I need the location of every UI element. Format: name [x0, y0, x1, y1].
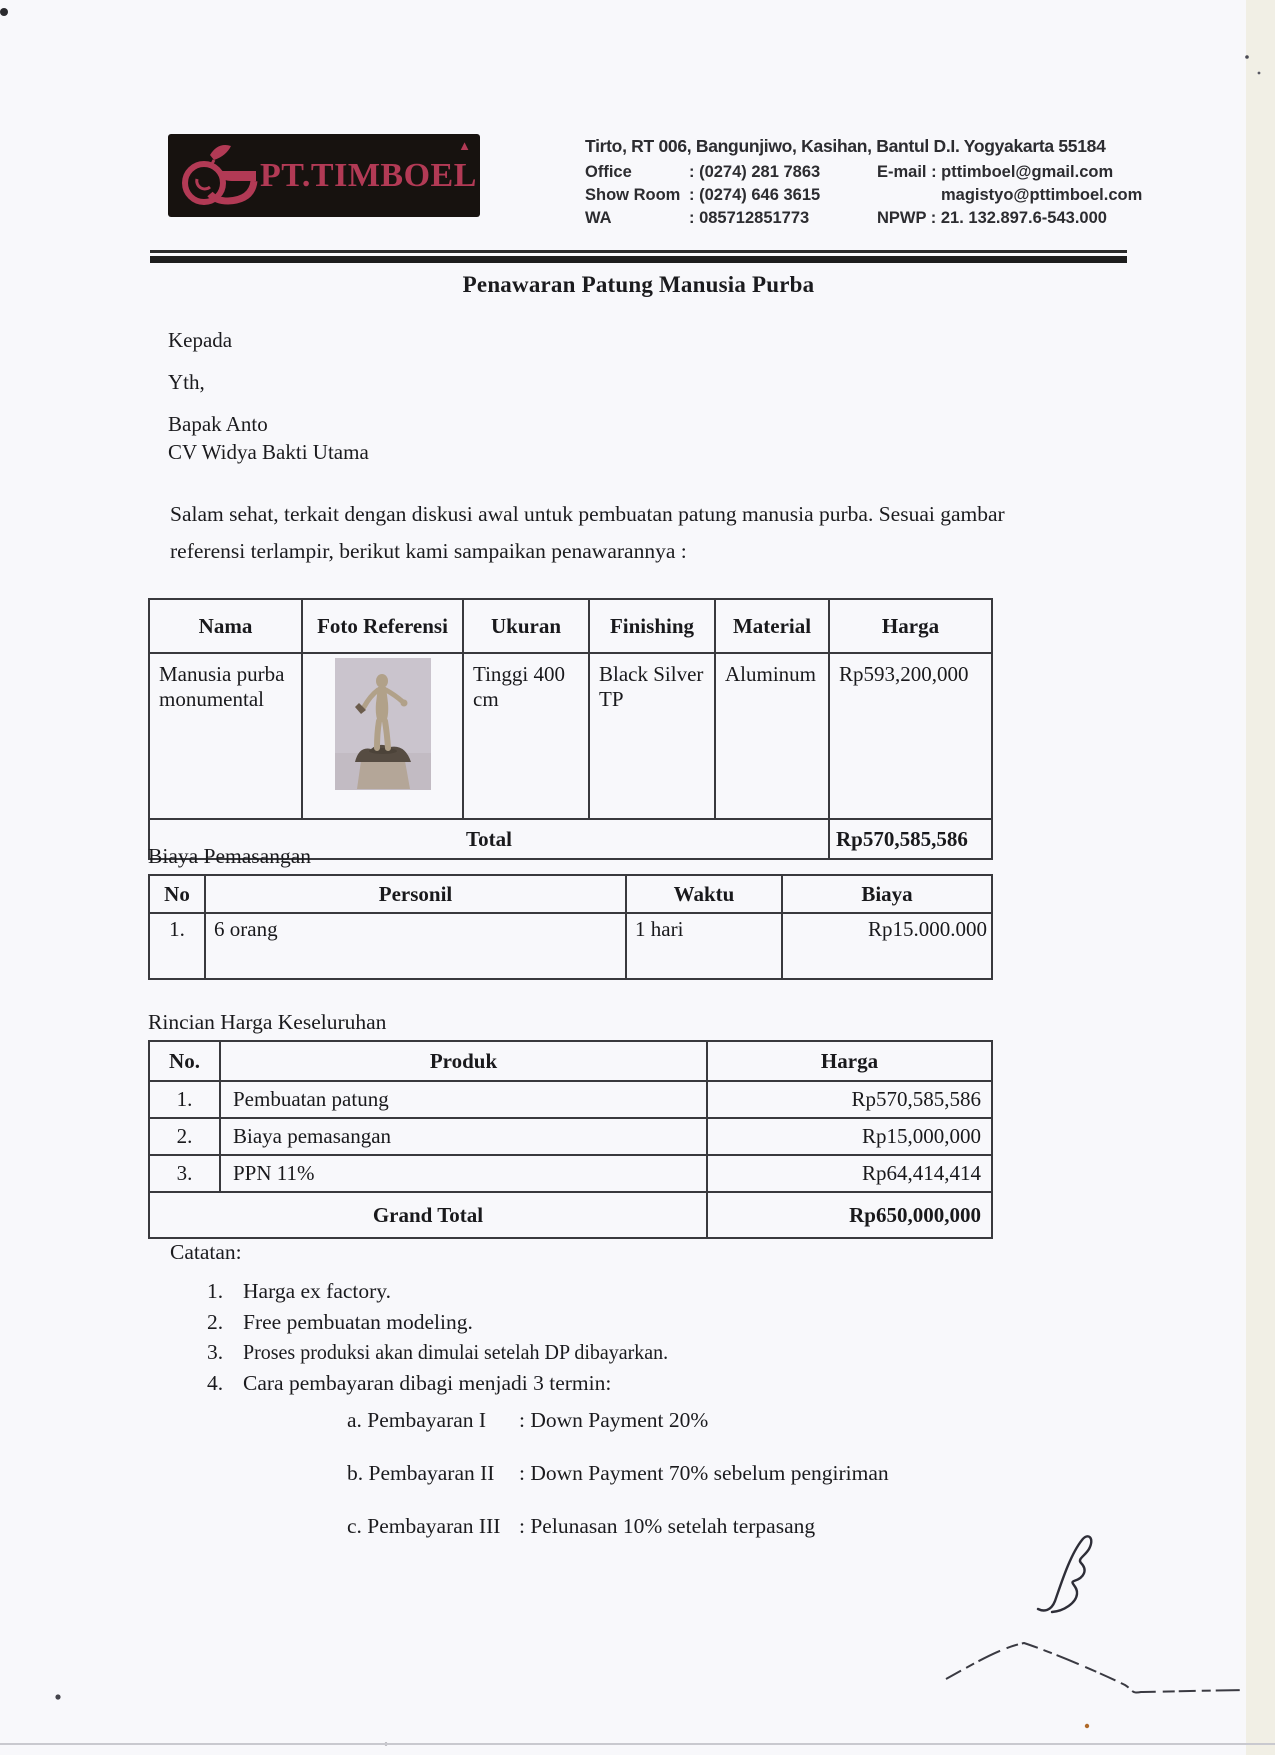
- cell-biaya: Rp15.000.000: [782, 913, 992, 979]
- cell-harga: Rp15,000,000: [707, 1118, 992, 1155]
- header-foto-referensi: Foto Referensi: [302, 599, 463, 653]
- note-text: Proses produksi akan dimulai setelah DP dibayarkan.: [243, 1340, 669, 1364]
- scan-edge-strip: [1246, 0, 1275, 1755]
- scan-speck: [1085, 1724, 1089, 1728]
- recipient-name: Bapak Anto: [168, 412, 268, 436]
- payment-term-1: [347, 1408, 889, 1432]
- recipient-kepada: Kepada: [168, 328, 233, 352]
- document-title: Penawaran Patung Manusia Purba: [462, 272, 815, 297]
- payment-term-3: [347, 1514, 889, 1538]
- term-label: b. Pembayaran II: [347, 1461, 495, 1485]
- cell-harga: Rp570,585,586: [707, 1081, 992, 1118]
- grand-total-label: Grand Total: [149, 1192, 707, 1238]
- contact-value: : 085712851773: [689, 209, 810, 227]
- contact-label: Show Room: [585, 186, 681, 204]
- note-item: [207, 1307, 700, 1338]
- contact-wa: [585, 207, 877, 230]
- total-label: Total: [149, 819, 829, 859]
- cell-produk: Pembuatan patung: [220, 1081, 707, 1118]
- header-no: No: [149, 875, 205, 913]
- term-label: a. Pembayaran I: [347, 1408, 487, 1432]
- header-personil: Personil: [205, 875, 626, 913]
- cell-no: 3.: [149, 1155, 220, 1192]
- cell-foto-referensi: [302, 653, 463, 819]
- recipient-company: CV Widya Bakti Utama: [168, 440, 369, 464]
- statue-reference-photo: [335, 658, 431, 790]
- contact-value: : (0274) 646 3615: [689, 186, 821, 204]
- note-number: 1.: [207, 1279, 224, 1303]
- header-harga: Harga: [707, 1041, 992, 1081]
- note-text: Harga ex factory.: [243, 1279, 392, 1303]
- installation-table: [148, 874, 993, 980]
- payment-terms: [347, 1408, 889, 1567]
- total-value: Rp570,585,586: [829, 819, 992, 859]
- offer-table: [148, 598, 993, 860]
- pen-stroke: [946, 1643, 1243, 1693]
- scan-speck: [0, 8, 8, 16]
- cell-produk: Biaya pemasangan: [220, 1118, 707, 1155]
- contact-showroom: [585, 184, 877, 207]
- cell-no: 1.: [149, 913, 205, 979]
- header-no: No.: [149, 1041, 220, 1081]
- term-label: c. Pembayaran III: [347, 1514, 501, 1538]
- header-produk: Produk: [220, 1041, 707, 1081]
- cell-material: Aluminum: [715, 653, 829, 819]
- header-nama: Nama: [149, 599, 302, 653]
- summary-header-row: [149, 1041, 992, 1081]
- term-value: : Pelunasan 10% setelah terpasang: [519, 1514, 816, 1538]
- offer-header-row: [149, 599, 992, 653]
- logo-emblem-icon: [174, 140, 258, 212]
- term-value: : Down Payment 20%: [519, 1408, 709, 1432]
- installation-data-row: [149, 913, 992, 979]
- cell-personil: 6 orang: [205, 913, 626, 979]
- contact-value: : (0274) 281 7863: [689, 163, 821, 181]
- summary-heading: Rincian Harga Keseluruhan: [148, 1010, 387, 1034]
- company-logo: [168, 134, 480, 217]
- installation-header-row: [149, 875, 992, 913]
- summary-row: [149, 1155, 992, 1192]
- cell-waktu: 1 hari: [626, 913, 782, 979]
- recipient-yth: Yth,: [168, 370, 205, 394]
- summary-row: [149, 1118, 992, 1155]
- note-text: Cara pembayaran dibagi menjadi 3 termin:: [243, 1370, 612, 1395]
- note-text: Free pembuatan modeling.: [243, 1309, 473, 1334]
- contact-email-2: magistyo@pttimboel.com: [941, 186, 1143, 204]
- header-material: Material: [715, 599, 829, 653]
- notes-heading: Catatan:: [170, 1240, 242, 1264]
- scan-speck: [55, 1694, 60, 1699]
- cell-produk: PPN 11%: [220, 1155, 707, 1192]
- cell-no: 1.: [149, 1081, 220, 1118]
- contact-npwp: NPWP : 21. 132.897.6-543.000: [877, 209, 1107, 227]
- grand-total-row: [149, 1192, 992, 1238]
- contact-label: Office: [585, 163, 632, 181]
- logo-arrow-mark-icon: ▲: [458, 138, 471, 153]
- scan-bottom-edge: [0, 1743, 1275, 1745]
- logo-text: PT.TIMBOEL: [260, 156, 477, 194]
- header-finishing: Finishing: [589, 599, 715, 653]
- note-number: 4.: [207, 1370, 224, 1395]
- letterhead-divider: [150, 250, 1127, 263]
- cell-harga: Rp593,200,000: [829, 653, 992, 819]
- cell-no: 2.: [149, 1118, 220, 1155]
- offer-data-row: [149, 653, 992, 819]
- grand-total-value: Rp650,000,000: [707, 1192, 992, 1238]
- contact-label: WA: [585, 209, 612, 227]
- recipient-block: [168, 328, 369, 464]
- notes-list: [207, 1276, 700, 1398]
- payment-term-2: [347, 1461, 889, 1485]
- note-number: 3.: [207, 1340, 224, 1364]
- header-harga: Harga: [829, 599, 992, 653]
- summary-row: [149, 1081, 992, 1118]
- summary-table: [148, 1040, 993, 1239]
- cell-nama: Manusia purba monumental: [149, 653, 302, 819]
- cell-ukuran: Tinggi 400 cm: [463, 653, 589, 819]
- signature-paraph: [1038, 1536, 1091, 1612]
- intro-paragraph: Salam sehat, terkait dengan diskusi awal untuk pembuatan patung manusia purba. Sesuai gambar referensi terlampir, berikut kami sampaikan penawarannya :: [170, 502, 1005, 563]
- note-number: 2.: [207, 1309, 224, 1334]
- note-item: [207, 1276, 700, 1307]
- contact-office: [585, 161, 877, 184]
- contact-left-column: [585, 161, 877, 230]
- note-item: [207, 1337, 700, 1368]
- term-value: : Down Payment 70% sebelum pengiriman: [519, 1461, 889, 1485]
- header-biaya: Biaya: [782, 875, 992, 913]
- contact-right-column: [877, 161, 1142, 230]
- letterhead-contact-block: [585, 136, 1160, 230]
- header-ukuran: Ukuran: [463, 599, 589, 653]
- company-address: Tirto, RT 006, Bangunjiwo, Kasihan, Bantul D.I. Yogyakarta 55184: [585, 136, 1106, 156]
- contact-email: E-mail : pttimboel@gmail.com: [877, 163, 1114, 181]
- header-waktu: Waktu: [626, 875, 782, 913]
- note-item: [207, 1368, 700, 1399]
- cell-finishing: Black Silver TP: [589, 653, 715, 819]
- cell-harga: Rp64,414,414: [707, 1155, 992, 1192]
- installation-heading: Biaya Pemasangan: [148, 844, 311, 868]
